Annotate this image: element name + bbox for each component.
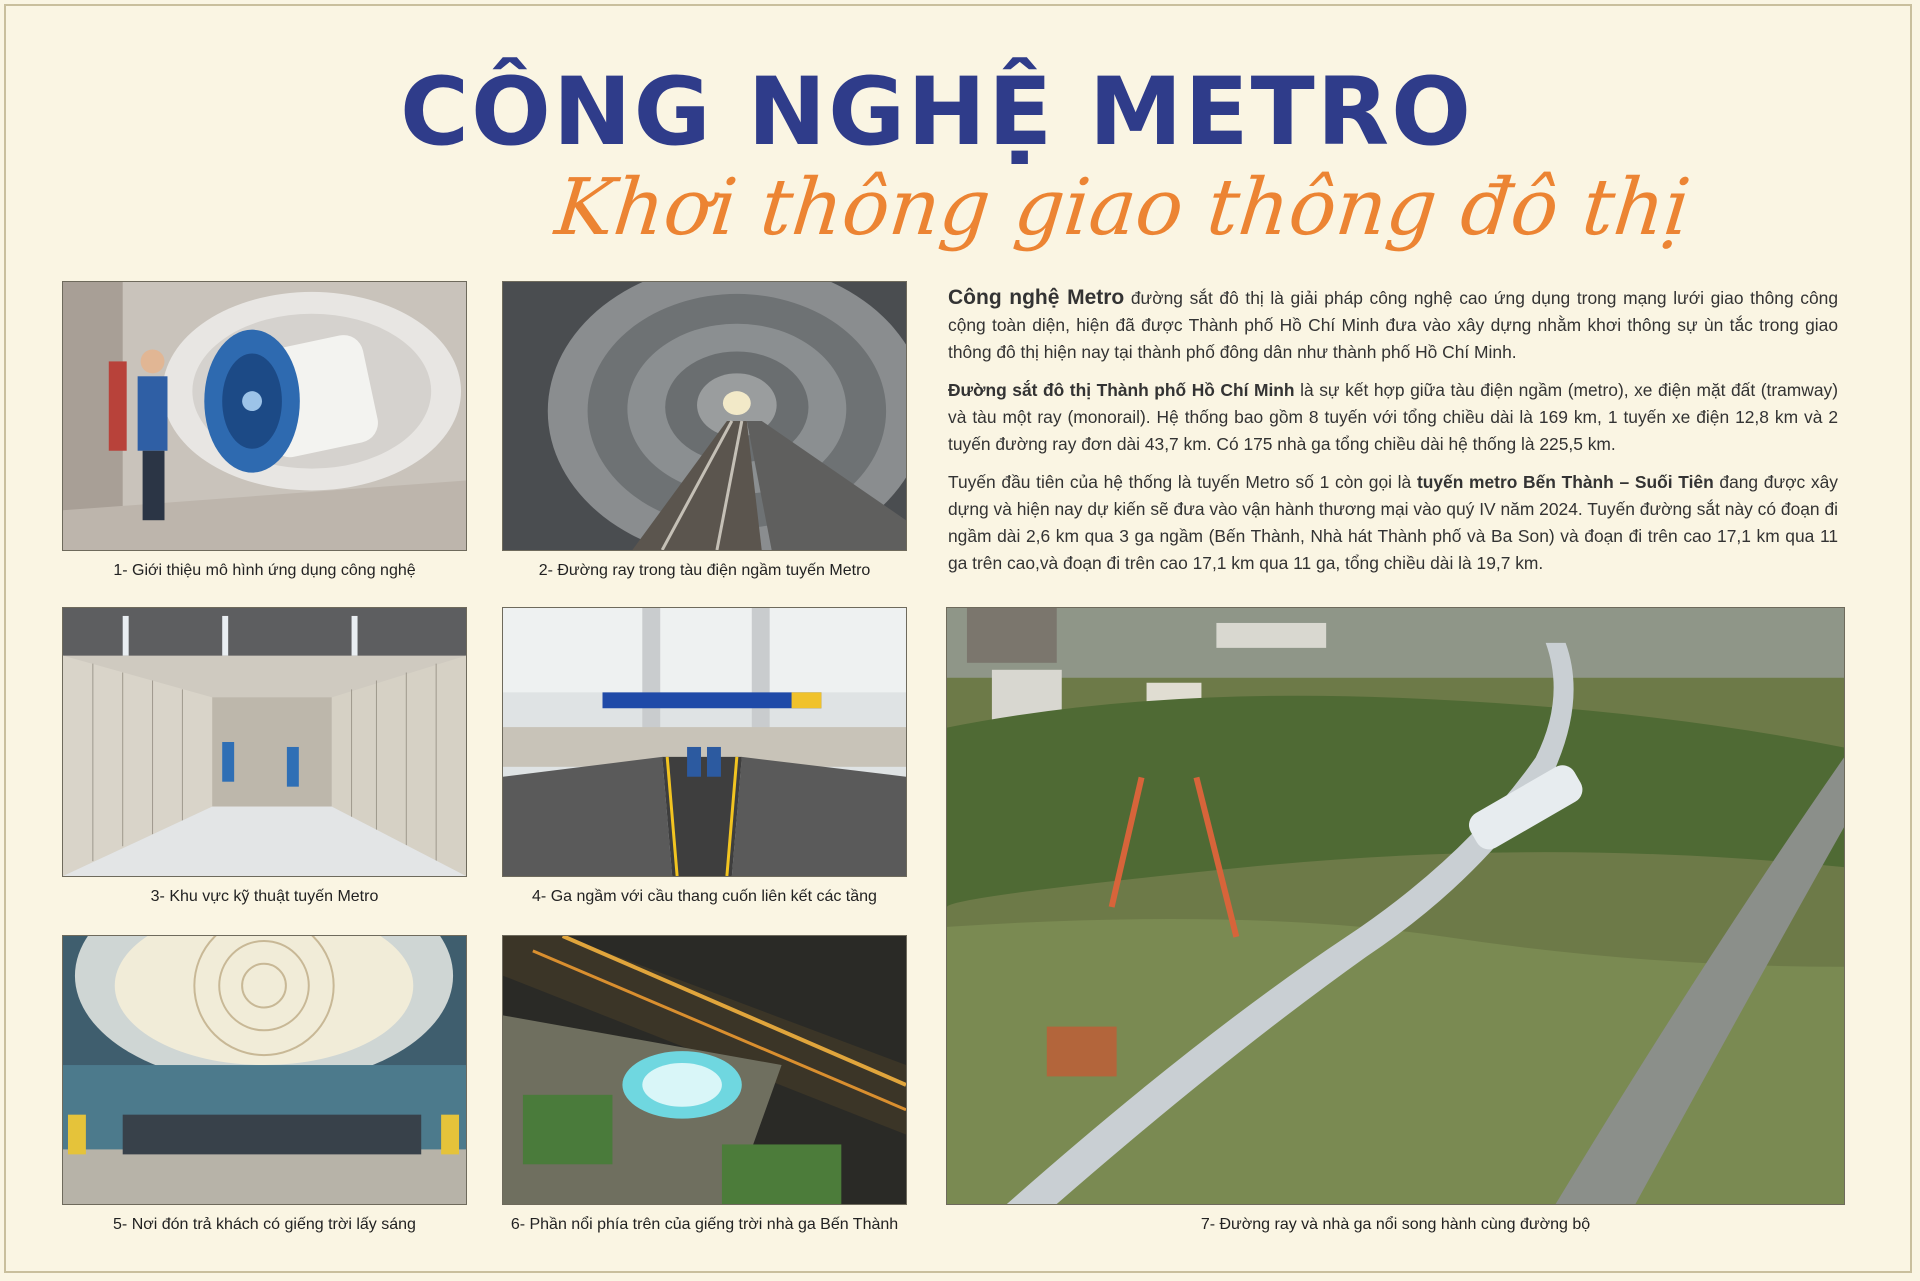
- article-text-3a: Tuyến đầu tiên của hệ thống là tuyến Metro số 1 còn gọi là: [948, 472, 1417, 492]
- photo-technical-room: [62, 607, 467, 877]
- article-lead-2: Đường sắt đô thị Thành phố Hồ Chí Minh: [948, 380, 1295, 400]
- article-text-2: là sự kết hợp giữa tàu điện ngầm (metro), xe điện mặt đất (tramway) và tàu một ray (monorail). Hệ thống bao gồm 8 tuyến với tổng chiều dài là 169 km, 1 tuyến xe điện 12,8 km và 2 tuyến đường ray đơn dài 43,7 km. Có 175 nhà ga tổng chiều dài hệ thống là 225,5 km.: [948, 380, 1839, 454]
- article-paragraph-2: [948, 377, 1838, 458]
- photo-skylight-hall: [62, 935, 467, 1205]
- article-text-1: đường sắt đô thị là giải pháp công nghệ cao ứng dụng trong mạng lưới giao thông công cộng toàn diện, hiện đã được Thành phố Hồ Chí Minh đưa vào xây dựng nhằm khơi thông sự ùn tắc trong giao thông đô thị hiện nay tại thành phố đông dân như thành phố Hồ Chí Minh.: [948, 288, 1838, 362]
- photo-tbm-model: [62, 281, 467, 551]
- article-text-3b: đang được xây dựng và hiện nay dự kiến sẽ đưa vào vận hành thương mại vào quý IV năm 2024. Tuyến đường sắt này có đoạn đi ngầm dài 2,6 km qua 3 ga ngầm (Bến Thành, Nhà hát Thành phố và Ba Son) và đoạn đi trên cao 17,1 km qua 11 ga trên cao,và đoạn đi trên cao 17,1 km qua 11 ga, tổng chiều dài là 19,7 km.: [948, 472, 1838, 573]
- photo-caption-6: 6- Phần nổi phía trên của giếng trời nhà ga Bến Thành: [510, 1216, 899, 1233]
- page-title: CÔNG NGHỆ METRO: [400, 58, 1474, 167]
- photo-caption-2: 2- Đường ray trong tàu điện ngầm tuyến Metro: [538, 562, 871, 579]
- page-subtitle: Khơi thông giao thông đô thị: [551, 163, 1695, 253]
- article-paragraph-3: [948, 469, 1838, 577]
- photo-tunnel-track: [502, 281, 907, 551]
- photo-caption-7: 7- Đường ray và nhà ga nổi song hành cùng đường bộ: [1200, 1216, 1591, 1233]
- photo-caption-5: 5- Nơi đón trả khách có giếng trời lấy sáng: [113, 1216, 416, 1233]
- article-body: [948, 284, 1838, 588]
- photo-station-night: [502, 935, 907, 1205]
- article-bold-3: tuyến metro Bến Thành – Suối Tiên: [1416, 472, 1714, 492]
- photo-caption-4: 4- Ga ngầm với cầu thang cuốn liên kết các tầng: [532, 888, 877, 905]
- photo-caption-3: 3- Khu vực kỹ thuật tuyến Metro: [150, 888, 379, 905]
- article-paragraph-1: [948, 284, 1838, 366]
- photo-underground-station: [502, 607, 907, 877]
- photo-elevated-line: [946, 607, 1845, 1205]
- article-lead-1: Công nghệ Metro: [948, 286, 1125, 309]
- photo-caption-1: 1- Giới thiệu mô hình ứng dụng công nghệ: [113, 562, 416, 579]
